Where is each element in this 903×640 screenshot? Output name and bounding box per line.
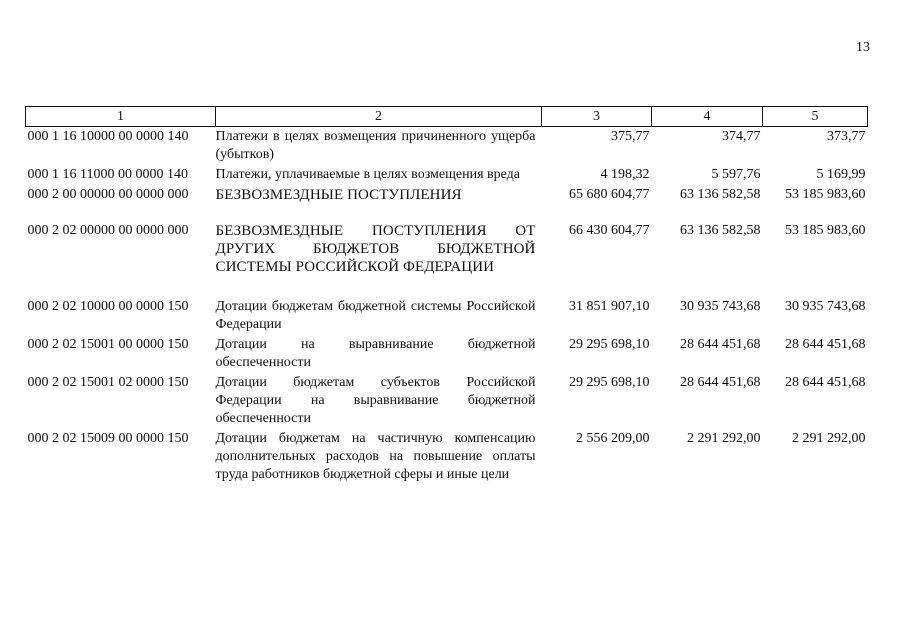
table-row bbox=[26, 127, 868, 165]
item-name: Платежи, уплачиваемые в целях возмещения вреда bbox=[215, 167, 520, 182]
amount-col-4: 30 935 743,68 bbox=[680, 299, 761, 314]
budget-code: 000 2 02 15001 02 0000 150 bbox=[27, 375, 189, 390]
budget-code: 000 2 02 15001 00 0000 150 bbox=[27, 337, 189, 352]
item-name: БЕЗВОЗМЕЗДНЫЕ ПОСТУПЛЕНИЯ ОТ ДРУГИХ БЮДЖЕТОВ БЮДЖЕТНОЙ СИСТЕМЫ РОССИЙСКОЙ ФЕДЕРАЦИИ bbox=[215, 223, 536, 275]
item-name: БЕЗВОЗМЕЗДНЫЕ ПОСТУПЛЕНИЯ bbox=[215, 187, 462, 203]
amount-col-3: 4 198,32 bbox=[600, 167, 650, 182]
budget-code: 000 1 16 11000 00 0000 140 bbox=[27, 167, 188, 182]
table-header-row bbox=[26, 107, 868, 127]
table-row bbox=[26, 220, 868, 296]
column-header-value-2: 4 bbox=[652, 107, 763, 127]
budget-code: 000 2 00 00000 00 0000 000 bbox=[27, 187, 189, 202]
budget-code: 000 1 16 10000 00 0000 140 bbox=[27, 129, 189, 144]
item-name: Дотации бюджетам субъектов Российской Федерации на выравнивание бюджетной обеспеченности bbox=[215, 375, 536, 426]
amount-col-4: 63 136 582,58 bbox=[680, 223, 761, 238]
item-name: Дотации бюджетам бюджетной системы Российской Федерации bbox=[215, 299, 536, 332]
item-name: Дотации бюджетам на частичную компенсацию дополнительных расходов на повышение оплаты труда работников бюджетной сферы и иные цели bbox=[215, 431, 536, 482]
amount-col-3: 31 851 907,10 bbox=[569, 299, 650, 314]
amount-col-3: 375,77 bbox=[611, 129, 650, 144]
amount-col-3: 29 295 698,10 bbox=[569, 337, 650, 352]
amount-col-5: 5 169,99 bbox=[816, 167, 866, 182]
budget-code: 000 2 02 15009 00 0000 150 bbox=[27, 431, 189, 446]
amount-col-4: 5 597,76 bbox=[711, 167, 761, 182]
amount-col-5: 2 291 292,00 bbox=[792, 431, 866, 446]
amount-col-4: 374,77 bbox=[722, 129, 761, 144]
column-header-code: 1 bbox=[26, 107, 216, 127]
table-row bbox=[26, 428, 868, 484]
amount-col-5: 28 644 451,68 bbox=[785, 375, 866, 390]
item-name: Дотации на выравнивание бюджетной обеспеченности bbox=[215, 337, 536, 370]
amount-col-5: 30 935 743,68 bbox=[785, 299, 866, 314]
table-row bbox=[26, 334, 868, 372]
amount-col-5: 53 185 983,60 bbox=[785, 187, 866, 202]
amount-col-4: 28 644 451,68 bbox=[680, 337, 761, 352]
budget-revenue-table bbox=[25, 106, 868, 484]
page-number: 13 bbox=[856, 40, 870, 55]
amount-col-5: 373,77 bbox=[827, 129, 866, 144]
amount-col-3: 29 295 698,10 bbox=[569, 375, 650, 390]
table-row bbox=[26, 296, 868, 334]
table-row bbox=[26, 164, 868, 184]
column-header-name: 2 bbox=[216, 107, 542, 127]
budget-code: 000 2 02 10000 00 0000 150 bbox=[27, 299, 189, 314]
amount-col-3: 65 680 604,77 bbox=[569, 187, 650, 202]
amount-col-4: 2 291 292,00 bbox=[687, 431, 761, 446]
amount-col-4: 28 644 451,68 bbox=[680, 375, 761, 390]
budget-code: 000 2 02 00000 00 0000 000 bbox=[27, 223, 189, 238]
table-row bbox=[26, 184, 868, 220]
amount-col-3: 2 556 209,00 bbox=[576, 431, 650, 446]
amount-col-5: 53 185 983,60 bbox=[785, 223, 866, 238]
amount-col-4: 63 136 582,58 bbox=[680, 187, 761, 202]
column-header-value-1: 3 bbox=[542, 107, 652, 127]
item-name: Платежи в целях возмещения причиненного ущерба (убытков) bbox=[215, 129, 536, 162]
amount-col-5: 28 644 451,68 bbox=[785, 337, 866, 352]
column-header-value-3: 5 bbox=[763, 107, 868, 127]
table-row bbox=[26, 372, 868, 428]
amount-col-3: 66 430 604,77 bbox=[569, 223, 650, 238]
